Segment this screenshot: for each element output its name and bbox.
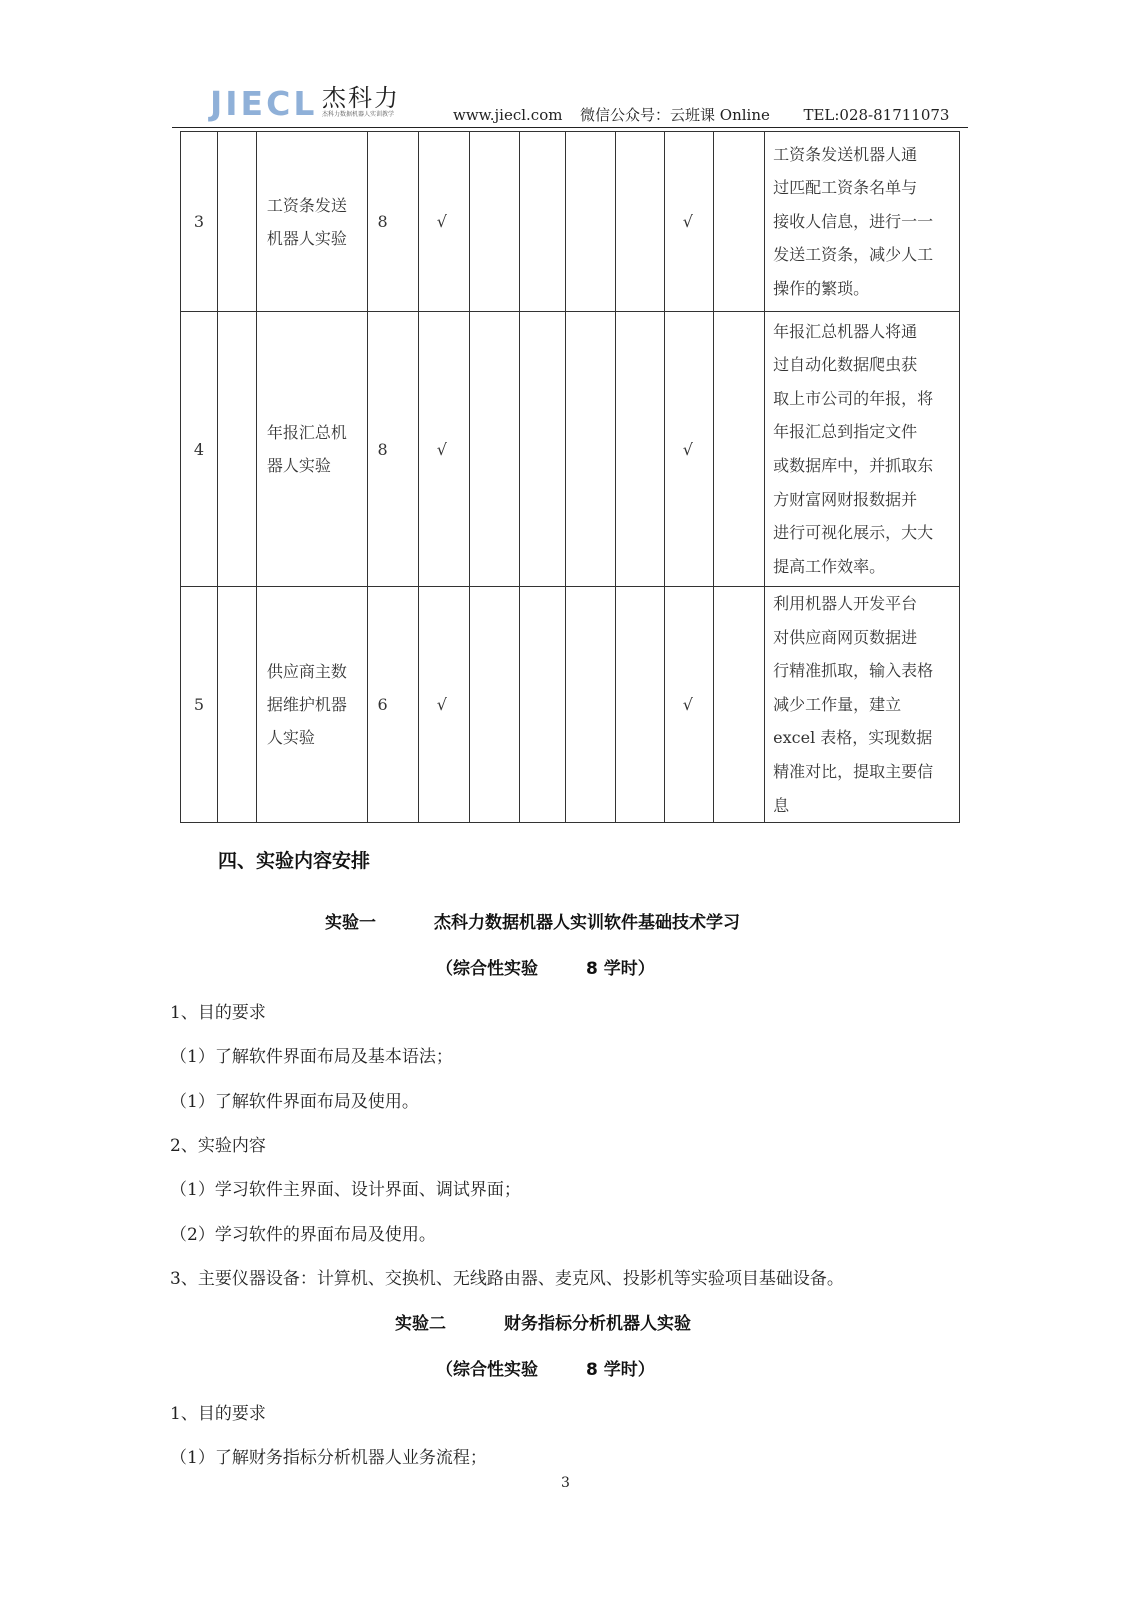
empty-cell xyxy=(566,312,615,587)
description-line: 年报汇总机器人将通 xyxy=(773,321,918,341)
table-row xyxy=(181,587,960,823)
description-line: 接收人信息，进行一一 xyxy=(773,211,934,231)
experiment-1-type xyxy=(436,954,655,979)
experiment-hours: 8 学时） xyxy=(586,1360,655,1380)
paragraph-line: （2）学习软件的界面布局及使用。 xyxy=(170,1225,436,1245)
check-mark: √ xyxy=(418,312,469,587)
description-line: 过自动化数据爬虫获 xyxy=(773,355,918,375)
check-mark: √ xyxy=(418,587,469,823)
description-line: 取上市公司的年报，将 xyxy=(773,388,934,408)
description-line: 或数据库中，并抓取东 xyxy=(773,456,934,475)
experiment-description xyxy=(765,132,960,312)
empty-cell xyxy=(520,312,566,587)
header-divider xyxy=(172,127,968,128)
description-line: 提高工作效率。 xyxy=(773,556,886,576)
empty-cell xyxy=(520,132,566,312)
paragraph-line: （1）了解软件界面布局及基本语法； xyxy=(170,1047,453,1067)
header-contact xyxy=(453,104,949,125)
description-line: 工资条发送机器人通 xyxy=(773,144,918,164)
description-line: 利用机器人开发平台 xyxy=(773,594,918,613)
paragraph-line: 1、目的要求 xyxy=(170,1404,266,1424)
hours-cell: 8 xyxy=(367,312,418,587)
experiment-table xyxy=(180,131,960,823)
experiment-2-type xyxy=(436,1355,655,1380)
experiment-name: 杰科力数据机器人实训软件基础技术学习 xyxy=(434,913,740,933)
experiment-type: （综合性实验 xyxy=(436,1360,538,1380)
logo-chinese-text: 杰科力 xyxy=(322,84,400,112)
empty-cell xyxy=(217,312,256,587)
empty-cell xyxy=(615,587,664,823)
logo-latin-text: JIECL xyxy=(210,84,318,123)
empty-cell xyxy=(217,132,256,312)
description-line: 年报汇总到指定文件 xyxy=(773,422,918,442)
description-line: 减少工作量，建立 xyxy=(773,694,902,714)
row-number: 5 xyxy=(181,587,218,823)
experiment-description xyxy=(765,587,960,823)
empty-cell xyxy=(566,132,615,312)
experiment-1-title xyxy=(325,908,740,933)
empty-cell xyxy=(713,132,764,312)
logo-tagline: 杰科力数据机器人实训教学 xyxy=(322,111,395,118)
description-line: 发送工资条，减少人工 xyxy=(773,245,934,265)
paragraph-line: 2、实验内容 xyxy=(170,1136,266,1156)
paragraph-line: （1）学习软件主界面、设计界面、调试界面； xyxy=(170,1180,521,1200)
empty-cell xyxy=(470,587,520,823)
experiment-name-line: 器人实验 xyxy=(266,456,331,475)
hours-cell: 6 xyxy=(367,587,418,823)
empty-cell xyxy=(713,587,764,823)
row-number: 3 xyxy=(181,132,218,312)
paragraph-line: 1、目的要求 xyxy=(170,1003,266,1023)
hours-cell: 8 xyxy=(367,132,418,312)
empty-cell xyxy=(470,312,520,587)
experiment-name-line: 人实验 xyxy=(266,728,315,748)
experiment-name-cell xyxy=(256,132,367,312)
empty-cell xyxy=(217,587,256,823)
check-mark: √ xyxy=(664,587,713,823)
section-title: 四、实验内容安排 xyxy=(218,850,371,872)
paragraph-line: （1）了解软件界面布局及使用。 xyxy=(170,1092,419,1112)
check-mark: √ xyxy=(664,132,713,312)
experiment-name-line: 机器人实验 xyxy=(266,228,347,248)
experiment-description xyxy=(765,312,960,587)
empty-cell xyxy=(470,132,520,312)
page-number: 3 xyxy=(561,1475,570,1491)
description-line: 操作的繁琐。 xyxy=(773,278,870,298)
empty-cell xyxy=(566,587,615,823)
description-line: 方财富网财报数据并 xyxy=(773,489,918,509)
experiment-type: （综合性实验 xyxy=(436,959,538,979)
paragraph-line: （1）了解财务指标分析机器人业务流程； xyxy=(170,1448,487,1468)
check-mark: √ xyxy=(664,312,713,587)
experiment-name-cell xyxy=(256,312,367,587)
empty-cell xyxy=(520,587,566,823)
description-line: 进行可视化展示，大大 xyxy=(773,523,934,543)
experiment-hours: 8 学时） xyxy=(586,959,655,979)
page-header xyxy=(172,70,968,128)
experiment-name: 财务指标分析机器人实验 xyxy=(504,1314,691,1334)
experiment-name-line: 供应商主数 xyxy=(266,662,347,682)
description-line: 过匹配工资条名单与 xyxy=(773,178,918,198)
row-number: 4 xyxy=(181,312,218,587)
experiment-label: 实验二 xyxy=(395,1314,446,1334)
description-line: 精准对比，提取主要信 xyxy=(773,761,934,781)
paragraph-line: 3、主要仪器设备：计算机、交换机、无线路由器、麦克风、投影机等实验项目基础设备。 xyxy=(170,1269,844,1289)
description-line: 息 xyxy=(773,795,790,815)
empty-cell xyxy=(615,312,664,587)
table-row xyxy=(181,312,960,587)
experiment-label: 实验一 xyxy=(325,913,376,933)
experiment-name-cell xyxy=(256,587,367,823)
experiment-2-title xyxy=(395,1309,691,1334)
wechat-text: 微信公众号：云班课 Online xyxy=(580,106,770,124)
description-line: 对供应商网页数据进 xyxy=(773,627,918,647)
empty-cell xyxy=(615,132,664,312)
description-line: excel 表格，实现数据 xyxy=(773,728,933,748)
description-line: 行精准抓取，输入表格 xyxy=(773,661,934,681)
check-mark: √ xyxy=(418,132,469,312)
website-text: www.jiecl.com xyxy=(453,106,563,124)
empty-cell xyxy=(713,312,764,587)
experiment-name-line: 工资条发送 xyxy=(266,195,347,215)
table-row xyxy=(181,132,960,312)
experiment-name-line: 年报汇总机 xyxy=(266,423,347,442)
experiment-name-line: 据维护机器 xyxy=(266,695,347,715)
tel-text: TEL:028-81711073 xyxy=(803,106,950,124)
